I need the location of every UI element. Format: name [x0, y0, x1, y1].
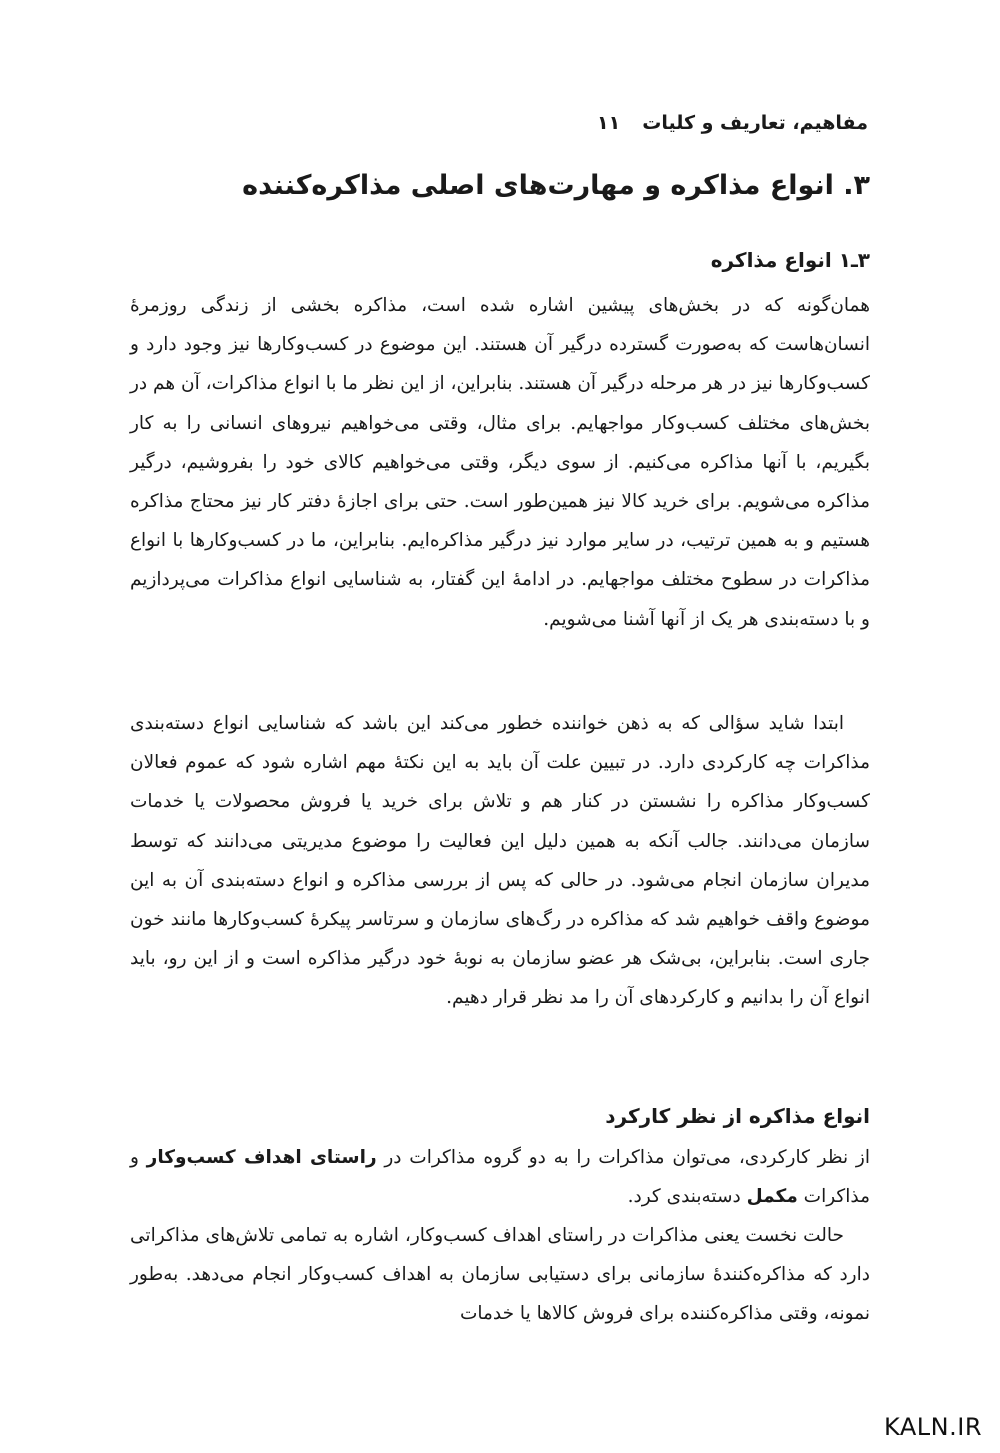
paragraph-4: حالت نخست یعنی مذاکرات در راستای اهداف کسب‌وکار، اشاره به تمامی تلاش‌های مذاکراتی دارد که مذاکره‌کنندهٔ سازمانی برای دستیابی سازمان به اهداف کسب‌وکار انجام می‌دهد. به‌طور نمونه، وقتی مذاکره‌کننده برای فروش کالاها یا خدمات [130, 1225, 870, 1325]
paragraph-2: ابتدا شاید سؤالی که به ذهن خواننده خطور می‌کند این باشد که شناسایی انواع دسته‌بندی مذاکرات چه کارکردی دارد. در تبیین علت آن باید به این نکتهٔ مهم اشاره شود که عموم فعالان کسب‌وکار مذاکره را نشستن در کنار هم و تلاش برای خرید یا فروش محصولات یا خدمات سازمان می‌دانند. جالب آنکه به همین دلیل این فعالیت را موضوع مدیریتی می‌دانند که توسط مدیران سازمان انجام می‌شود. در حالی که پس از بررسی مذاکره و انواع دسته‌بندی آن به این موضوع واقف خواهیم شد که مذاکره در رگ‌های سازمان و سرتاسر پیکرهٔ کسب‌وکارها مانند خون جاری است. بنابراین، بی‌شک هر عضو سازمان به نوبهٔ خود درگیر مذاکره است و از این رو، باید انواع آن را بدانیم و کارکردهای آن را مد نظر قرار دهیم. [130, 713, 870, 1009]
running-head [132, 112, 868, 134]
running-head-title: مفاهیم، تعاریف و کلیات [642, 112, 868, 134]
subsection-heading: انواع مذاکره از نظر کارکرد [605, 1104, 870, 1128]
emphasis-business-goals: راستای اهداف کسب‌وکار [146, 1147, 377, 1168]
paragraph-3-text-a: از نظر کارکردی، می‌توان مذاکرات را به دو گروه مذاکرات در [376, 1147, 870, 1168]
paragraph-3-text-b: و مذاکرات [130, 1147, 870, 1208]
watermark: KALN.IR [884, 1413, 982, 1441]
paragraph-1: همان‌گونه که در بخش‌های پیشین اشاره شده است، مذاکره بخشی از زندگی روزمرهٔ انسان‌هاست که به‌صورت گسترده درگیر آن هستند. این موضوع در کسب‌وکارها نیز وجود دارد و کسب‌وکارها نیز در هر مرحله درگیر آن هستند. بنابراین، از این نظر ما با انواع مذاکرات، آن هم در بخش‌های مختلف کسب‌وکار مواجهایم. برای مثال، وقتی می‌خواهیم نیروهای انسانی را به کار بگیریم، با آنها مذاکره می‌کنیم. از سوی دیگر، وقتی می‌خواهیم کالای خود را بفروشیم، درگیر مذاکره می‌شویم. برای خرید کالا نیز همین‌طور است. حتی برای اجازهٔ دفتر کار نیز محتاج مذاکره هستیم و به همین ترتیب، در سایر موارد نیز درگیر مذاکره‌ایم. بنابراین، ما در کسب‌وکارها با انواع مذاکرات در سطوح مختلف مواجهایم. در ادامهٔ این گفتار، به شناسایی انواع مذاکرات می‌پردازیم و با دسته‌بندی هر یک از آنها آشنا می‌شویم. [130, 295, 870, 630]
section-heading: ۳ـ۱ انواع مذاکره [710, 248, 870, 272]
chapter-title: ۳. انواع مذاکره و مهارت‌های اصلی مذاکره‌کننده [242, 170, 870, 201]
emphasis-complementary: مکمل [746, 1186, 798, 1208]
page-number: ۱۱ [597, 112, 621, 134]
paragraph-3-text-c: دسته‌بندی کرد. [627, 1186, 747, 1208]
paragraph-3 [130, 1138, 870, 1216]
